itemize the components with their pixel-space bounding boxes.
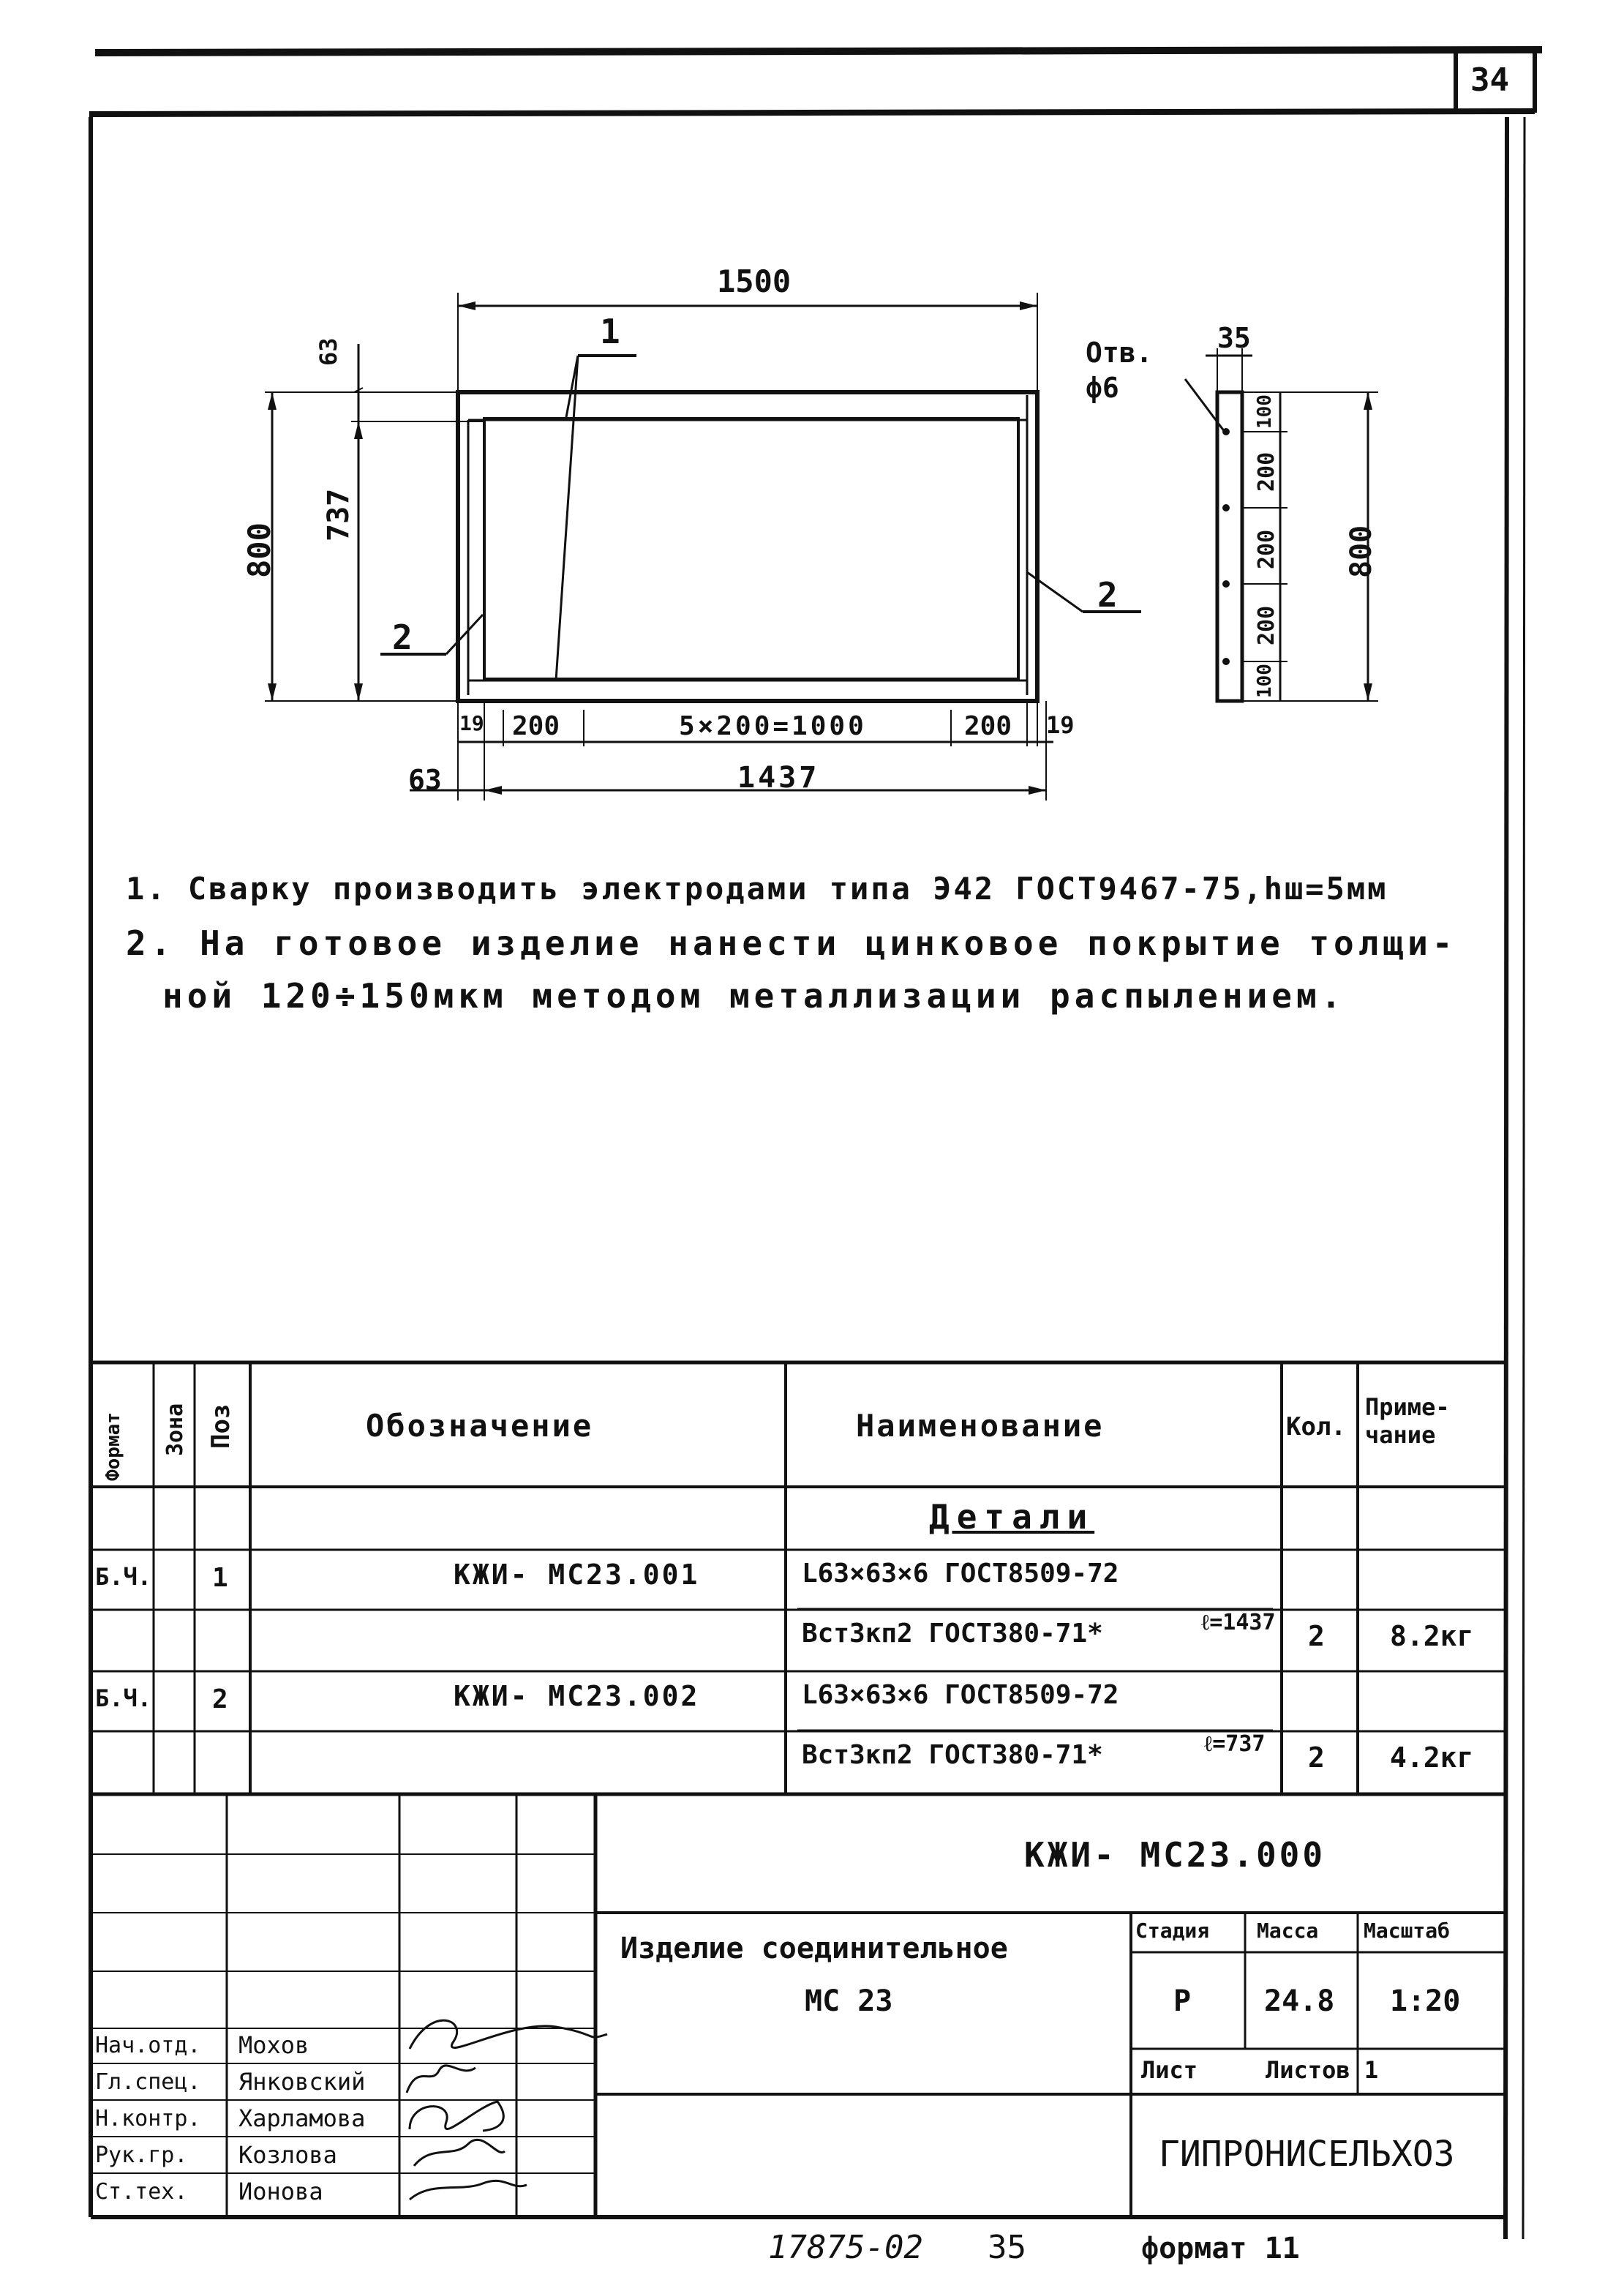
sig-role-3: Н.контр. [95, 2106, 201, 2131]
header-format: Формат [102, 1412, 124, 1481]
row2-name-line2: Вст3кп2 ГОСТ380-71* [802, 1740, 1103, 1770]
dim-bottom-width: 1437 [737, 761, 820, 795]
callout-1: 1 [600, 312, 620, 351]
dim-seg-200-left: 200 [512, 711, 560, 741]
sig-role-1: Нач.отд. [95, 2033, 201, 2058]
sig-role-5: Ст.тех. [95, 2179, 188, 2205]
sig-role-4: Рук.гр. [95, 2142, 188, 2168]
side-hole-label: Отв. [1086, 337, 1153, 369]
note-1: 1. Сварку производить электродами типа Э42 ГОСТ9467-75,hш=5мм [126, 871, 1388, 907]
doc-code: КЖИ- МС23.000 [1024, 1835, 1326, 1875]
dim-seg-19-left: 19 [459, 711, 484, 735]
footer-archive-number: 17875-02 [768, 2229, 923, 2266]
row1-pos: 1 [212, 1563, 228, 1593]
header-name: Наименование [856, 1408, 1105, 1444]
organization: ГИПРОНИСЕЛЬХОЗ [1159, 2134, 1455, 2175]
dim-seg-200-right: 200 [964, 711, 1012, 741]
sig-name-1: Мохов [238, 2031, 309, 2059]
dim-top-63: 63 [315, 337, 342, 366]
row2-qty: 2 [1308, 1741, 1325, 1774]
scale-value: 1:20 [1390, 1984, 1461, 2018]
header-pos: Поз [206, 1403, 236, 1449]
row2-name-line1: L63×63×6 ГОСТ8509-72 [802, 1680, 1119, 1710]
row1-name-line1: L63×63×6 ГОСТ8509-72 [802, 1559, 1119, 1589]
dim-seg-middle: 5×200=1000 [679, 711, 867, 741]
row1-note: 8.2кг [1390, 1620, 1474, 1652]
sig-name-3: Харламова [238, 2104, 366, 2132]
sig-name-5: Ионова [238, 2178, 323, 2205]
header-zone: Зона [162, 1403, 188, 1456]
side-dim-total: 800 [1345, 525, 1378, 578]
page-number: 34 [1470, 61, 1509, 99]
side-dim-100-bottom: 100 [1254, 664, 1276, 698]
dim-inner-height: 737 [322, 488, 356, 541]
header-qty: Кол. [1286, 1412, 1346, 1441]
scale-label: Масштаб [1364, 1919, 1451, 1943]
row1-format: Б.Ч. [95, 1563, 152, 1591]
footer-sheet-number: 35 [988, 2229, 1026, 2266]
mass-label: Масса [1257, 1919, 1319, 1943]
product-line1: Изделие соединительное [620, 1932, 1008, 1965]
row1-qty: 2 [1308, 1620, 1325, 1652]
side-dim-100-top: 100 [1254, 394, 1276, 429]
side-dim-width: 35 [1217, 322, 1251, 354]
sig-name-4: Козлова [238, 2141, 337, 2169]
section-title: Детали [929, 1497, 1095, 1537]
row1-designation: КЖИ- МС23.001 [454, 1559, 700, 1591]
dim-total-height: 800 [241, 522, 277, 578]
row2-pos: 2 [212, 1684, 228, 1714]
stage-label: Стадия [1135, 1919, 1210, 1943]
sig-role-2: Гл.спец. [95, 2069, 201, 2095]
dim-bottom-left-63: 63 [408, 764, 442, 796]
side-dim-200-a: 200 [1254, 451, 1279, 492]
row1-name-line2: Вст3кп2 ГОСТ380-71* [802, 1619, 1103, 1649]
side-dim-200-c: 200 [1254, 605, 1279, 645]
sheets-label: Листов 1 [1266, 2056, 1379, 2084]
side-dim-200-b: 200 [1254, 529, 1279, 569]
mass-value: 24.8 [1264, 1984, 1335, 2018]
dim-seg-19-right: 19 [1046, 711, 1075, 739]
header-note: Приме-чание [1365, 1393, 1450, 1449]
sheet-label: Лист [1141, 2056, 1198, 2084]
footer-format: формат 11 [1141, 2232, 1300, 2265]
row2-format: Б.Ч. [95, 1684, 152, 1712]
row2-designation: КЖИ- МС23.002 [454, 1680, 700, 1712]
header-designation: Обозначение [366, 1408, 594, 1444]
product-line2: МС 23 [805, 1984, 893, 2018]
side-hole-dia: ф6 [1086, 372, 1119, 404]
note-2: 2. На готовое изделие нанести цинковое покрытие толщи- [126, 923, 1457, 963]
row1-length: ℓ=1437 [1201, 1610, 1276, 1635]
row2-length: ℓ=737 [1204, 1731, 1266, 1757]
sig-name-2: Янковский [238, 2068, 366, 2096]
callout-2-left: 2 [392, 618, 413, 657]
row2-note: 4.2кг [1390, 1741, 1474, 1774]
note-3: ной 120÷150мкм методом металлизации распылением. [162, 976, 1346, 1016]
callout-2-right: 2 [1097, 575, 1118, 615]
dim-total-width: 1500 [717, 263, 792, 299]
stage-value: Р [1173, 1984, 1192, 2018]
